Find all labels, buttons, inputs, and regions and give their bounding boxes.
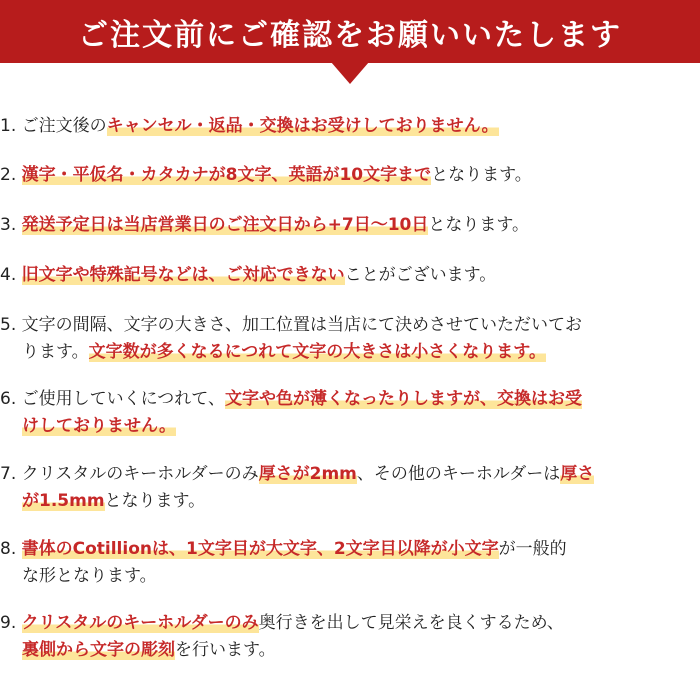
notice-text: 9. xyxy=(0,613,22,633)
highlighted-text: キャンセル・返品・交換はお受けしておりません。 xyxy=(106,116,499,136)
highlighted-text: 裏側から文字の彫刻 xyxy=(22,640,175,660)
notice-text: 6. ご使用していくにつれて、 xyxy=(0,389,225,409)
highlighted-text: 漢字・平仮名・カタカナが8文字、英語が10文字まで xyxy=(21,165,432,185)
notice-text: 7. クリスタルのキーホルダーのみ xyxy=(0,464,259,484)
notice-item-7 xyxy=(0,461,700,515)
notice-text: 奥行きを出して見栄えを良くするため、 xyxy=(258,613,564,633)
highlighted-text: 旧文字や特殊記号などは、ご対応できない xyxy=(21,265,345,285)
notice-text: 3. xyxy=(0,215,22,235)
notice-text: となります。 xyxy=(104,491,206,511)
notice-line xyxy=(0,386,700,413)
highlighted-text: 厚さ xyxy=(560,464,595,484)
notice-text: 8. xyxy=(0,539,22,559)
notice-item-5 xyxy=(0,312,700,366)
highlighted-text: クリスタルのキーホルダーのみ xyxy=(21,613,259,633)
notice-line xyxy=(0,488,700,515)
notice-text: 4. xyxy=(0,265,22,285)
notice-text: 2. xyxy=(0,165,22,185)
notice-line xyxy=(0,262,700,289)
notice-text: ります。 xyxy=(22,342,89,362)
highlighted-text: けしておりません。 xyxy=(22,416,177,436)
notice-line xyxy=(0,536,700,563)
notice-line xyxy=(0,563,700,590)
notice-item-1 xyxy=(0,113,700,140)
notice-text: 、その他のキーホルダーは xyxy=(356,464,561,484)
notice-line xyxy=(0,461,700,488)
notice-line xyxy=(0,162,700,189)
page-title: ご注文前にご確認をお願いいたします xyxy=(78,17,622,53)
notice-item-2 xyxy=(0,162,700,189)
notice-item-9 xyxy=(0,610,700,664)
notice-text: ことがございます。 xyxy=(344,265,497,285)
notice-text: を行います。 xyxy=(175,640,276,660)
notice-text: が一般的 xyxy=(498,539,567,559)
notice-item-3 xyxy=(0,212,700,239)
notice-text: となります。 xyxy=(428,215,529,235)
notice-item-8 xyxy=(0,536,700,590)
highlighted-text: 厚さが2mm xyxy=(258,464,357,484)
notice-item-4 xyxy=(0,262,700,289)
notice-line xyxy=(0,413,700,440)
notice-text: 1. ご注文後の xyxy=(0,116,107,136)
notice-line xyxy=(0,339,700,366)
notice-text: 5. 文字の間隔、文字の大きさ、加工位置は当店にて決めさせていただいてお xyxy=(0,315,582,335)
notice-line xyxy=(0,113,700,140)
notice-line xyxy=(0,637,700,664)
notice-item-6 xyxy=(0,386,700,440)
notice-line xyxy=(0,610,700,637)
highlighted-text: 文字や色が薄くなったりしますが、交換はお受 xyxy=(224,389,582,409)
notice-text: な形となります。 xyxy=(22,566,157,586)
highlighted-text: 文字数が多くなるにつれて文字の大きさは小さくなります。 xyxy=(88,342,546,362)
notice-text: となります。 xyxy=(431,165,532,185)
notice-line xyxy=(0,312,700,339)
highlighted-text: が1.5mm xyxy=(22,491,105,511)
notice-line xyxy=(0,212,700,239)
highlighted-text: 発送予定日は当店営業日のご注文日から+7日〜10日 xyxy=(21,215,429,235)
highlighted-text: 書体のCotillionは、1文字目が大文字、2文字目以降が小文字 xyxy=(21,539,499,559)
